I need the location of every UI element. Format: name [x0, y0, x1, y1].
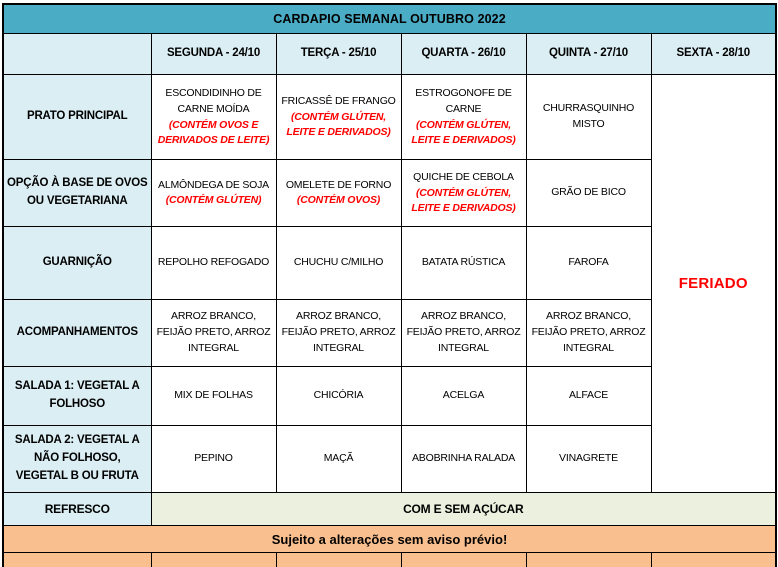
dish-name: FRICASSÊ DE FRANGO: [281, 94, 396, 107]
menu-cell: VINAGRETE: [526, 426, 651, 493]
row-label: ACOMPANHAMENTOS: [3, 300, 151, 367]
footer-note: Sujeito a alterações sem aviso prévio!: [3, 526, 776, 553]
allergen-note: (CONTÉM OVOS): [296, 194, 381, 207]
row-label: SALADA 1: VEGETAL A FOLHOSO: [3, 367, 151, 426]
menu-cell: [151, 75, 276, 160]
menu-cell: [526, 160, 651, 227]
row-label: OPÇÃO À BASE DE OVOS OU VEGETARIANA: [3, 160, 151, 227]
allergen-note: (CONTÉM GLÚTEN): [165, 194, 262, 207]
menu-cell: CHICÓRIA: [276, 367, 401, 426]
day-header-row: [3, 34, 776, 75]
allergen-note: (CONTÉM GLÚTEN, LEITE E DERIVADOS): [411, 186, 516, 214]
menu-cell: PEPINO: [151, 426, 276, 493]
dish-name: CHURRASQUINHO MISTO: [542, 102, 635, 130]
menu-cell: [526, 75, 651, 160]
dish-name: QUICHE DE CEBOLA: [413, 170, 514, 183]
dish-name: ALMÔNDEGA DE SOJA: [158, 178, 269, 191]
menu-cell: ALFACE: [526, 367, 651, 426]
title-row: [3, 4, 776, 34]
menu-cell: [276, 75, 401, 160]
menu-cell: [401, 75, 526, 160]
partial-cell: [151, 553, 276, 567]
allergen-note: (CONTÉM GLÚTEN, LEITE E DERIVADOS): [286, 110, 391, 138]
allergen-note: (CONTÉM OVOS E DERIVADOS DE LEITE): [157, 118, 270, 146]
corner-cell: [3, 34, 151, 75]
menu-cell: ARROZ BRANCO, FEIJÃO PRETO, ARROZ INTEGRAL: [151, 300, 276, 367]
page-title: CARDAPIO SEMANAL OUTUBRO 2022: [3, 4, 776, 34]
day-header-segunda: SEGUNDA - 24/10: [151, 34, 276, 75]
row-label: SALADA 2: VEGETAL A NÃO FOLHOSO, VEGETAL B OU FRUTA: [3, 426, 151, 493]
menu-cell: [151, 160, 276, 227]
refresco-value-cell: COM E SEM AÇÚCAR: [151, 493, 776, 526]
footer-row: [3, 526, 776, 553]
menu-cell: MIX DE FOLHAS: [151, 367, 276, 426]
row-refresco: [3, 493, 776, 526]
menu-cell: ARROZ BRANCO, FEIJÃO PRETO, ARROZ INTEGRAL: [401, 300, 526, 367]
allergen-note: (CONTÉM GLÚTEN, LEITE E DERIVADOS): [411, 118, 516, 146]
partial-cutoff-row: [3, 553, 776, 567]
dish-name: GRÃO DE BICO: [551, 186, 626, 199]
dish-name: OMELETE DE FORNO: [285, 178, 392, 191]
menu-cell: CHUCHU C/MILHO: [276, 227, 401, 300]
menu-cell: [401, 160, 526, 227]
dish-name: ESCONDIDINHO DE CARNE MOÍDA: [165, 87, 262, 115]
partial-cell: [3, 553, 151, 567]
menu-cell: ABOBRINHA RALADA: [401, 426, 526, 493]
day-header-sexta: SEXTA - 28/10: [651, 34, 776, 75]
partial-cell: [651, 553, 776, 567]
row-prato-principal: [3, 75, 776, 160]
row-label: REFRESCO: [3, 493, 151, 526]
menu-cell: ARROZ BRANCO, FEIJÃO PRETO, ARROZ INTEGRAL: [276, 300, 401, 367]
menu-cell: ARROZ BRANCO, FEIJÃO PRETO, ARROZ INTEGRAL: [526, 300, 651, 367]
menu-cell: [276, 160, 401, 227]
day-header-terca: TERÇA - 25/10: [276, 34, 401, 75]
day-header-quarta: QUARTA - 26/10: [401, 34, 526, 75]
partial-cell: [526, 553, 651, 567]
row-label: PRATO PRINCIPAL: [3, 75, 151, 160]
day-header-quinta: QUINTA - 27/10: [526, 34, 651, 75]
menu-cell: FAROFA: [526, 227, 651, 300]
menu-table: [2, 3, 777, 567]
menu-cell: MAÇÃ: [276, 426, 401, 493]
partial-cell: [401, 553, 526, 567]
menu-cell: REPOLHO REFOGADO: [151, 227, 276, 300]
dish-name: ESTROGONOFE DE CARNE: [415, 87, 512, 115]
menu-cell: ACELGA: [401, 367, 526, 426]
row-label: GUARNIÇÃO: [3, 227, 151, 300]
partial-cell: [276, 553, 401, 567]
menu-cell: BATATA RÚSTICA: [401, 227, 526, 300]
holiday-cell: FERIADO: [651, 75, 776, 493]
